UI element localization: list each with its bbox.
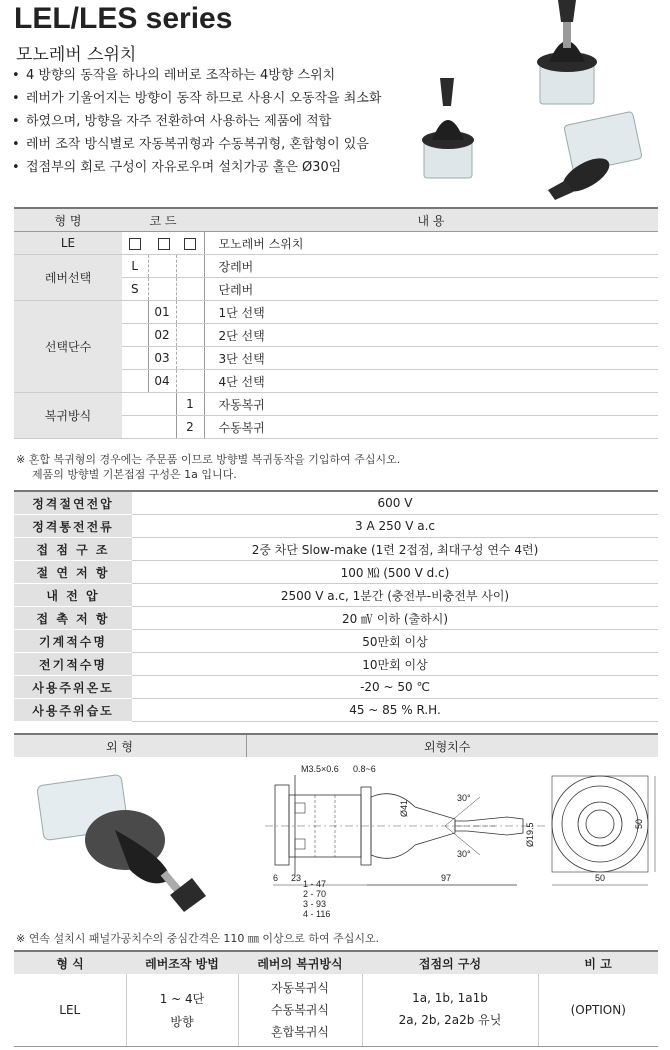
return-label: 복귀방식 <box>14 393 122 439</box>
dim-50-vertical: 50 <box>634 818 644 829</box>
steps-desc: 1단 선택 <box>204 301 658 324</box>
dim-dia41: Ø41 <box>399 799 409 817</box>
feature-list <box>8 64 408 179</box>
order-model: LEL <box>14 974 126 1046</box>
order-method-line: 방향 <box>170 1014 194 1029</box>
spec-value: 10만회 이상 <box>132 653 658 676</box>
order-return <box>238 974 362 1046</box>
spec-key: 접 점 구 조 <box>14 538 132 561</box>
spec-row <box>14 630 658 653</box>
spec-value: 45 ~ 85 % R.H. <box>132 699 658 722</box>
spec-table <box>14 490 658 722</box>
spec-row <box>14 584 658 607</box>
steps-label: 선택단수 <box>14 301 122 393</box>
note-line: 제품의 방향별 기본접점 구성은 1a 입니다. <box>32 468 237 481</box>
spec-value: 2중 차단 Slow-make (1련 2접점, 최대구성 연수 4련) <box>132 538 658 561</box>
spec-row <box>14 676 658 699</box>
spec-key: 사용주위습도 <box>14 699 132 722</box>
col-content-header: 내 용 <box>204 208 658 232</box>
dimension-drawing <box>255 757 660 927</box>
dim-thread: M3.5×0.6 <box>301 764 339 774</box>
order-contacts-line: 1a, 1b, 1a1b <box>412 991 488 1006</box>
spec-value: 600 V <box>132 491 658 515</box>
order-remark: (OPTION) <box>538 974 658 1046</box>
steps-desc: 4단 선택 <box>204 370 658 393</box>
spec-value: -20 ~ 50 ℃ <box>132 676 658 699</box>
col-code-header: 코 드 <box>122 208 204 232</box>
spec-value: 20 ㎷ 이하 (출하시) <box>132 607 658 630</box>
spec-key: 절 연 저 항 <box>14 561 132 584</box>
spec-key: 정격절연전압 <box>14 491 132 515</box>
spec-value: 2500 V a.c, 1분간 (충전부-비충전부 사이) <box>132 584 658 607</box>
code-box-icon <box>158 238 170 250</box>
page-subtitle: 모노레버 스위치 <box>16 45 137 65</box>
dim-dia19: Ø19.5 <box>525 822 535 847</box>
dim-97: 97 <box>441 873 452 883</box>
spec-key: 전기적수명 <box>14 653 132 676</box>
spec-key: 사용주위온도 <box>14 676 132 699</box>
lever-desc: 단레버 <box>204 278 658 301</box>
lever-label: 레버선택 <box>14 255 122 301</box>
return-code: 1 <box>176 393 204 416</box>
order-return-item: 수동복귀식 <box>271 1002 329 1017</box>
note-line: ※ 혼합 복귀형의 경우에는 주문품 이므로 방향별 복귀동작을 기입하여 주십시오. <box>16 453 401 466</box>
spec-value: 50만회 이상 <box>132 630 658 653</box>
order-return-item: 혼합복귀식 <box>271 1024 329 1039</box>
dim-range: 0.8~6 <box>353 764 376 774</box>
steps-code: 01 <box>148 301 176 324</box>
feature-item: • 레버가 기울어지는 방향이 동작 하므로 사용시 오동작을 최소화 <box>8 87 408 110</box>
order-note <box>16 452 400 482</box>
dimensions-label: 외형치수 <box>424 740 471 754</box>
model-name: LE <box>14 232 122 255</box>
steps-code: 02 <box>148 324 176 347</box>
return-desc: 수동복귀 <box>204 416 658 439</box>
order-header: 비 고 <box>538 951 658 974</box>
dim-6: 6 <box>273 873 279 883</box>
feature-item: • 접점부의 회로 구성이 자유로우며 설치가공 홀은 Ø30임 <box>8 156 408 179</box>
dim-len2: 2 - 70 <box>303 889 327 899</box>
dim-len3: 3 - 93 <box>303 899 327 909</box>
order-header: 레버의 복귀방식 <box>238 951 362 974</box>
order-header: 접점의 구성 <box>362 951 538 974</box>
feature-item: • 레버 조작 방식별로 자동복귀형과 수동복귀형, 혼합형이 있음 <box>8 133 408 156</box>
col-type-header: 형 명 <box>14 208 122 232</box>
model-desc: 모노레버 스위치 <box>204 232 658 255</box>
dim-len1: 1 - 47 <box>303 879 327 889</box>
spec-key: 기계적수명 <box>14 630 132 653</box>
spec-value: 3 A 250 V a.c <box>132 515 658 538</box>
order-method <box>126 974 238 1046</box>
model-code-table <box>14 207 658 439</box>
order-header: 형 식 <box>14 951 126 974</box>
order-contacts-line: 2a, 2b, 2a2b 유닛 <box>398 1013 502 1028</box>
spec-row <box>14 607 658 630</box>
lever-code: S <box>122 278 148 301</box>
steps-desc: 2단 선택 <box>204 324 658 347</box>
spec-key: 내 전 압 <box>14 584 132 607</box>
return-desc: 자동복귀 <box>204 393 658 416</box>
appearance-image <box>30 760 230 930</box>
dim-50-horizontal: 50 <box>595 873 606 883</box>
external-section-header <box>14 733 658 757</box>
appearance-label: 외 형 <box>106 740 133 754</box>
feature-item: • 하였으며, 방향을 자주 전환하여 사용하는 제품에 적합 <box>8 110 408 133</box>
spec-row <box>14 699 658 722</box>
dim-len4: 4 - 116 <box>303 909 331 919</box>
feature-item: • 4 방향의 동작을 하나의 레버로 조작하는 4방향 스위치 <box>8 64 408 87</box>
order-return-item: 자동복귀식 <box>271 980 329 995</box>
steps-code: 04 <box>148 370 176 393</box>
spec-key: 정격통전전류 <box>14 515 132 538</box>
page-title: LEL/LES series <box>14 2 233 35</box>
code-box-icon <box>129 238 141 250</box>
lever-code: L <box>122 255 148 278</box>
lever-desc: 장레버 <box>204 255 658 278</box>
ordering-table <box>14 950 658 1047</box>
product-photo <box>418 0 668 205</box>
switch-long-lever-image <box>537 0 597 104</box>
spec-row <box>14 515 658 538</box>
install-note: ※ 연속 설치시 패널가공치수의 중심간격은 110 ㎜ 이상으로 하여 주십시오. <box>16 932 380 945</box>
dim-23: 23 <box>291 873 302 883</box>
order-contacts <box>362 974 538 1046</box>
spec-row <box>14 561 658 584</box>
order-header: 레버조작 방법 <box>126 951 238 974</box>
steps-desc: 3단 선택 <box>204 347 658 370</box>
dim-angle2: 30° <box>457 849 471 859</box>
spec-row <box>14 538 658 561</box>
switch-short-lever-image <box>422 78 474 178</box>
return-code: 2 <box>176 416 204 439</box>
switch-tilted-image <box>548 111 642 200</box>
spec-row <box>14 491 658 515</box>
spec-value: 100 ㏁ (500 V d.c) <box>132 561 658 584</box>
code-box-icon <box>184 238 196 250</box>
spec-row <box>14 653 658 676</box>
steps-code: 03 <box>148 347 176 370</box>
order-method-line: 1 ~ 4단 <box>159 991 205 1006</box>
spec-key: 접 촉 저 항 <box>14 607 132 630</box>
dim-angle1: 30° <box>457 793 471 803</box>
